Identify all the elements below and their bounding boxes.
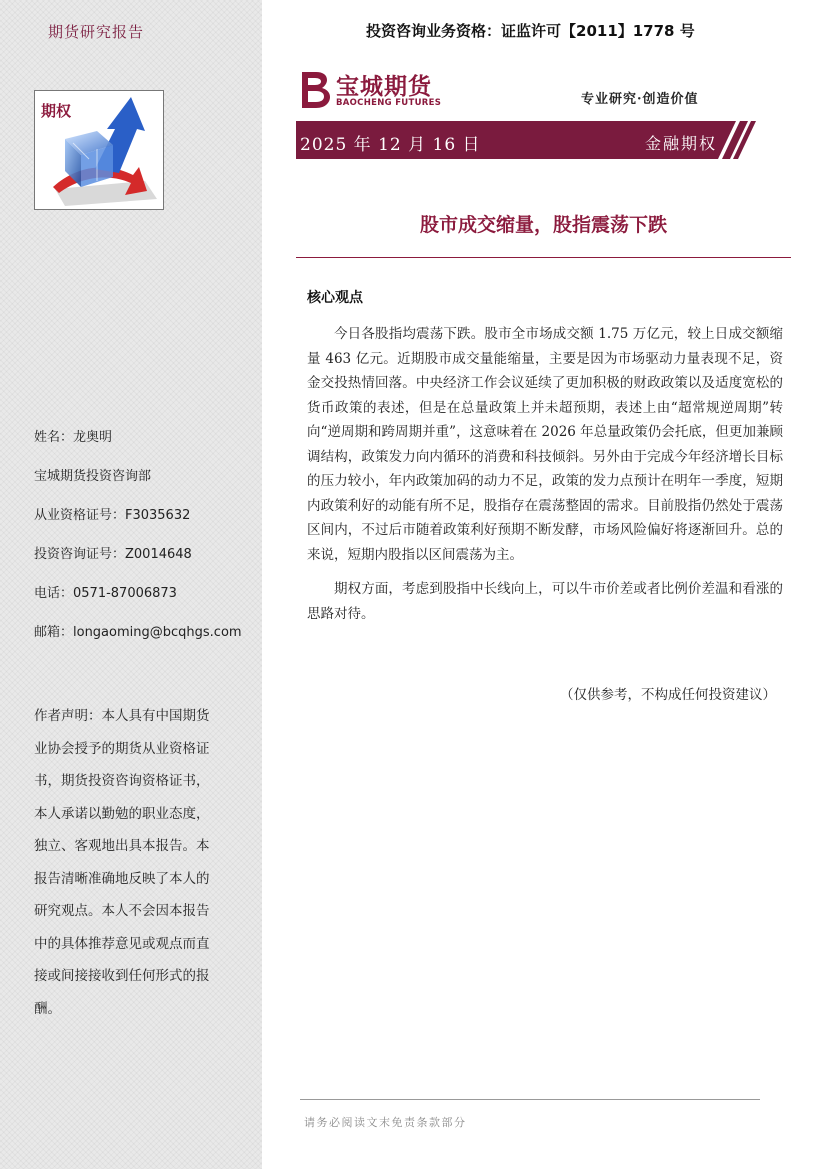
company-slogan: 专业研究·创造价值 — [581, 92, 699, 107]
cover-label: 期权 — [41, 102, 72, 120]
disclaimer-line: 独立、客观地出具本报告。本 — [34, 838, 210, 854]
disclaimer-line: 书，期货投资咨询资格证书， — [34, 773, 210, 789]
cover-image — [34, 90, 164, 210]
title-divider — [296, 257, 791, 258]
logo-text-en: BAOCHENG FUTURES — [336, 98, 442, 108]
disclaimer-line: 业协会授予的期货从业资格证 — [34, 740, 210, 757]
disclaimer-line: 报告清晰准确地反映了本人的 — [34, 870, 210, 887]
disclaimer-line: 作者声明：本人具有中国期货 — [34, 708, 210, 724]
disclaimer-line: 接或间接接收到任何形式的报 — [34, 968, 210, 984]
company-logo — [296, 70, 442, 114]
sidebar — [0, 0, 262, 1169]
advice-note: （仅供参考，不构成任何投资建议） — [560, 687, 776, 703]
author-disclaimer — [34, 700, 230, 1025]
body-paragraph: 今日各股指均震荡下跌。股市全市场成交额 1.75 万亿元，较上日成交额缩量 463 亿元。近期股市成交量能缩量，主要是因为市场驱动力量表现不足，资金交投热情回落。中央经济工作会议延续了更加积极的财政政策以及适度宽松的货币政策的表述，但是在总量政策上并未超预期，表述上由“超常规逆周期”转向“逆周期和跨周期并重”，这意味着在 2026 年总量政策仍会托底，但更加兼顾调结构，政策发力向内循环的消费和科技倾斜。另外由于完成今年经济增长目标的压力较小，年内政策加码的动力不足，政策的发力点预计在明年一季度，短期内政策利好的动能有所不足，股指存在震荡整固的需求。目前股指仍然处于震荡区间内，不过后市随着政策利好预期不断发酵，市场风险偏好将逐渐回升。总的来说，短期内股指以区间震荡为主。 — [307, 326, 783, 563]
author-name: 姓名：龙奥明 — [34, 430, 113, 445]
author-license-advisory: 投资咨询证号：Z0014648 — [34, 547, 192, 562]
report-date: 2025 年 12 月 16 日 — [300, 135, 481, 155]
disclaimer-line: 中的具体推荐意见或观点而直 — [34, 935, 210, 952]
author-department: 宝城期货投资咨询部 — [34, 469, 152, 484]
logo-text-cn: 宝城期货 — [336, 73, 432, 100]
disclaimer-line: 研究观点。本人不会因本报告 — [34, 903, 210, 919]
footer-divider — [300, 1099, 760, 1100]
report-type-label: 期货研究报告 — [48, 23, 145, 41]
logo-icon — [296, 70, 332, 110]
disclaimer-line: 酬。 — [34, 1000, 61, 1017]
body-paragraph: 期权方面，考虑到股指中长线向上，可以牛市价差或者比例价差温和看涨的思路对待。 — [307, 581, 783, 622]
report-category: 金融期权 — [645, 134, 718, 153]
footer-disclaimer-link: 请务必阅读文末免责条款部分 — [304, 1116, 467, 1129]
section-heading: 核心观点 — [307, 290, 363, 306]
author-phone: 电话：0571-87006873 — [34, 586, 177, 601]
license-statement: 投资咨询业务资格：证监许可【2011】1778 号 — [366, 22, 695, 40]
author-email: 邮箱：longaoming@bcqhgs.com — [34, 625, 242, 640]
author-license-practice: 从业资格证号：F3035632 — [34, 508, 191, 523]
disclaimer-line: 本人承诺以勤勉的职业态度， — [34, 805, 210, 822]
report-body — [307, 322, 783, 636]
report-title: 股市成交缩量，股指震荡下跌 — [419, 214, 667, 236]
